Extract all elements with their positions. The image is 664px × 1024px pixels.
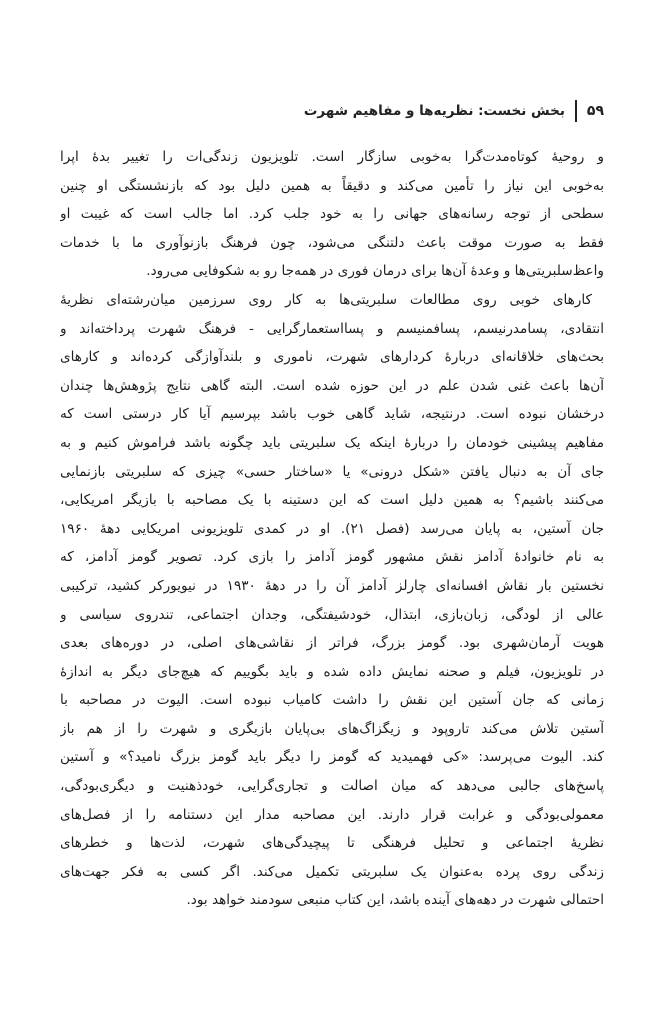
text-line: به نام خانوادهٔ آدامز نقش مشهور گومز آدامز را بازی کرد. تصویر گومز آدامز، که — [60, 549, 604, 566]
text-line: آستین تلاش می‌کند تاروپود و زیگزاگ‌های بی‌پایان بازیگری و شهرت را از هم باز — [60, 720, 604, 737]
text-line: جای آن به دنبال یافتن «شکل درونی» یا «ساختار حسی» چیزی که سلبریتی بازنمایی — [60, 463, 604, 480]
body-text — [60, 143, 604, 915]
text-line: واعظ‌سلبریتی‌ها و وعدهٔ آن‌ها برای درمان فوری در همه‌جا رو به شکوفایی می‌رود. — [146, 263, 604, 280]
text-line: سطحی از توجه رسانه‌های جهانی را به خود جلب کرد. اما جالب است که غیبت او — [60, 206, 604, 223]
text-line: عالی از لودگی، زبان‌بازی، ابتذال، خودشیفتگی، وجدان اجتماعی، تندروی سیاسی و — [60, 606, 604, 623]
text-line: نخستین بار نقاش افسانه‌ای چارلز آدامز آن را در دههٔ ۱۹۳۰ در نیویورکر کشید، ترکیبی — [60, 577, 604, 594]
text-line: بحث‌های خلاقانه‌ای دربارهٔ کردارهای شهرت، ناموری و بلندآوازگی کرده‌اند و کارهای — [60, 349, 604, 366]
text-line: مفاهیم پیشینی خودمان را دربارهٔ اینکه یک سلبریتی باید چگونه باشد فراموش کنیم و به — [60, 434, 604, 451]
text-line: انتقادی، پسامدرنیسم، پسافمنیسم و پسااستعمارگرایی - فرهنگ شهرت پرداخته‌اند و — [60, 320, 604, 337]
chapter-title: بخش نخست: نظریه‌ها و مفاهیم شهرت — [303, 103, 565, 119]
text-line: به‌خوبی این نیاز را تأمین می‌کند و دقیقاً به همین دلیل بود که بازنشستگی او چنین — [60, 177, 604, 194]
text-line: نظریهٔ اجتماعی و تحلیل فرهنگی تا پیچیدگی‌های شهرت، لذت‌ها و خطرهای — [60, 835, 604, 852]
text-line: پاسخ‌های جالبی می‌دهد که میان اصالت و تجاری‌گرایی، خودذهنیت و دیگری‌بودگی، — [60, 778, 604, 795]
running-header — [60, 96, 604, 126]
text-line: می‌کنند باشیم؟ به همین دلیل است که این دستینه با یک مصاحبه با بازیگر امریکایی، — [60, 492, 604, 509]
page-number: ۵۹ — [586, 103, 604, 119]
text-line: معمولی‌بودگی و غرابت قرار دارند. این مصاحبه مدار این دستنامه را از فصل‌های — [60, 806, 604, 823]
text-line: زندگی روی پرده به‌عنوان یک سلبریتی تکمیل می‌کند. اگر کسی به فکر جهت‌های — [60, 863, 604, 880]
text-line: احتمالی شهرت در دهه‌های آینده باشد، این کتاب منبعی سودمند خواهد بود. — [186, 892, 604, 909]
text-line: کارهای خوبی روی مطالعات سلبریتی‌ها به کار روی سرزمین میان‌رشته‌ای نظریهٔ — [60, 291, 592, 308]
text-line: آن‌ها باعث غنی شدن علم در این حوزه شده است. البته گاهی نتایج پژوهش‌ها چندان — [60, 377, 604, 394]
text-line: هویت آرمان‌شهری بود. گومز بزرگ، فراتر از نقاشی‌های اصلی، در دوره‌های بعدی — [60, 635, 604, 652]
text-line: زمانی که جان آستین این نقش را داشت کامیاب نبوده است. الیوت در مصاحبه با — [60, 692, 604, 709]
text-line: در تلویزیون، فیلم و صحنه نمایش داده شده و باید بگوییم که هیچ‌جای دیگر به اندازهٔ — [60, 663, 604, 680]
header-separator — [575, 100, 577, 122]
text-line: درخشان نبوده است. درنتیجه، شاید گاهی خوب باشد بپرسیم آیا کار درستی است که — [60, 406, 604, 423]
text-line: کند. الیوت می‌پرسد: «کی فهمیدید که گومز را دیگر باید گومز بزرگ نامید؟» و آستین — [60, 749, 604, 766]
text-line: جان آستین، به پایان می‌رسد (فصل ۲۱). او در کمدی تلویزیونی امریکایی دههٔ ۱۹۶۰ — [60, 520, 604, 537]
text-line: فقط به صورت موقت باعث دلتنگی می‌شود، چون فرهنگ بازنوآوری ما با خدمات — [60, 234, 604, 251]
text-line: و روحیهٔ کوتاه‌مدت‌گرا به‌خوبی سازگار است. تلویزیون زندگی‌ات را تغییر بدهٔ اپرا — [60, 149, 604, 165]
